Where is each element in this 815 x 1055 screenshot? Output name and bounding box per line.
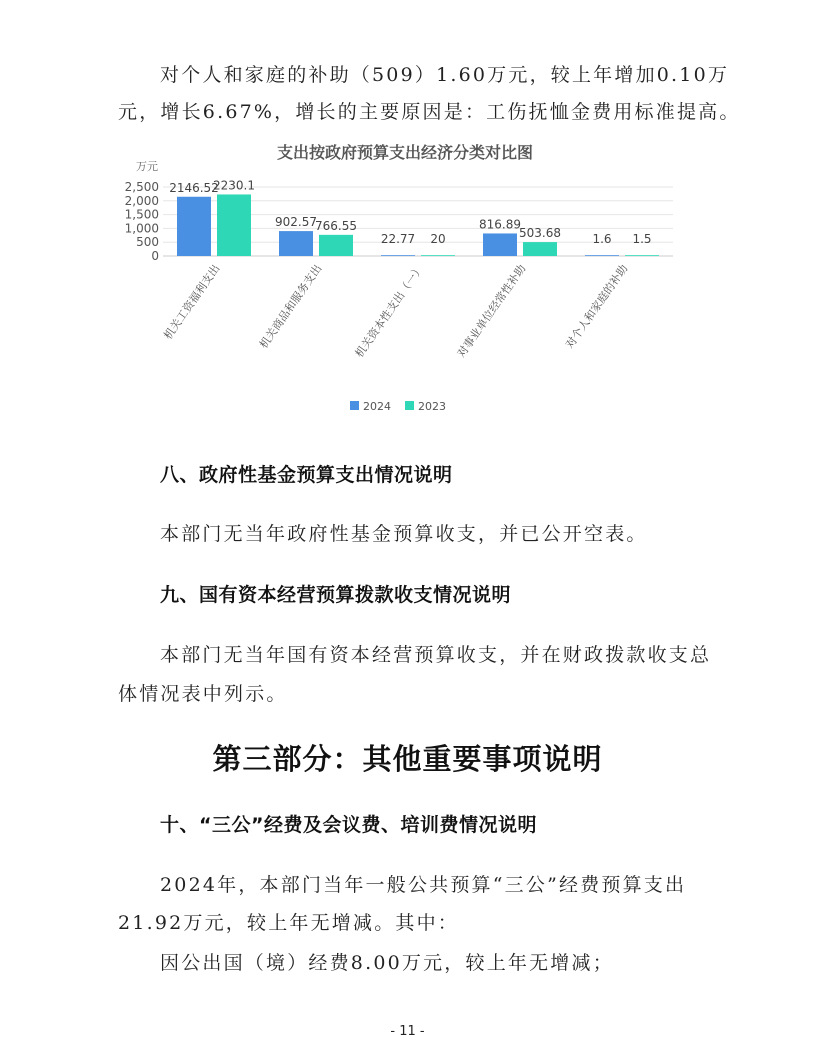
chart-data-label: 2146.52 bbox=[169, 180, 219, 195]
paragraph-section-10-line3: 因公出国（境）经费8.00万元，较上年无增减； bbox=[160, 952, 614, 974]
chart-bar bbox=[319, 235, 353, 256]
chart-title: 支出按政府预算支出经济分类对比图 bbox=[276, 143, 534, 162]
page-number: - 11 - bbox=[390, 1024, 425, 1039]
chart-category-label: 对事业单位经常性补助 bbox=[454, 262, 529, 360]
chart-bar bbox=[279, 231, 313, 256]
chart-y-tick-label: 0 bbox=[151, 249, 159, 263]
chart-y-tick-label: 2,000 bbox=[124, 193, 159, 208]
paragraph-subsidy-line2: 元，增长6.67%，增长的主要原因是：工伤抚恤金费用标准提高。 bbox=[118, 101, 741, 123]
part-three-title: 第三部分：其他重要事项说明 bbox=[212, 742, 603, 776]
chart-y-tick-label: 500 bbox=[136, 235, 159, 250]
chart-y-unit: 万元 bbox=[136, 160, 158, 173]
chart-legend-swatch bbox=[405, 401, 414, 410]
chart-bar bbox=[523, 242, 557, 256]
chart-category-label: 机关商品和服务支出 bbox=[257, 262, 325, 351]
chart-data-label: 766.55 bbox=[315, 218, 357, 233]
chart-bar bbox=[585, 255, 619, 256]
chart-category-label: 机关资本性支出（一） bbox=[352, 262, 427, 360]
chart-legend-label: 2024 bbox=[363, 400, 391, 413]
paragraph-section-9-line2: 体情况表中列示。 bbox=[118, 683, 288, 705]
chart-category-label: 机关工资福利支出 bbox=[161, 262, 223, 342]
chart-category-label: 对个人和家庭的补助 bbox=[563, 262, 631, 351]
expenditure-bar-chart bbox=[118, 134, 688, 424]
chart-bar bbox=[381, 255, 415, 256]
chart-data-label: 503.68 bbox=[519, 226, 561, 241]
chart-bar bbox=[483, 233, 517, 256]
chart-data-label: 1.6 bbox=[592, 232, 612, 246]
chart-data-label: 22.77 bbox=[380, 232, 416, 246]
chart-bar bbox=[217, 194, 251, 256]
section-heading-10: 十、“三公”经费及会议费、培训费情况说明 bbox=[160, 814, 537, 836]
section-heading-9: 九、国有资本经营预算拨款收支情况说明 bbox=[160, 584, 512, 606]
paragraph-subsidy-line1: 对个人和家庭的补助（509）1.60万元，较上年增加0.10万 bbox=[160, 64, 730, 86]
chart-y-tick-label: 1,000 bbox=[124, 221, 159, 236]
chart-data-label: 902.57 bbox=[275, 215, 317, 230]
chart-data-label: 816.89 bbox=[479, 217, 521, 232]
chart-data-label: 1.5 bbox=[632, 232, 652, 246]
chart-legend-swatch bbox=[350, 401, 359, 410]
section-heading-8: 八、政府性基金预算支出情况说明 bbox=[160, 464, 453, 486]
chart-bar bbox=[421, 255, 455, 256]
chart-data-label: 20 bbox=[430, 232, 446, 246]
chart-legend-label: 2023 bbox=[418, 400, 446, 413]
chart-y-tick-label: 1,500 bbox=[124, 207, 159, 222]
chart-bar bbox=[177, 197, 211, 256]
paragraph-section-10-line1: 2024年，本部门当年一般公共预算“三公”经费预算支出 bbox=[160, 874, 687, 896]
chart-data-label: 2230.1 bbox=[213, 178, 255, 193]
chart-y-tick-label: 2,500 bbox=[124, 180, 159, 194]
chart-bar bbox=[625, 255, 659, 256]
paragraph-section-8: 本部门无当年政府性基金预算收支，并已公开空表。 bbox=[160, 523, 648, 545]
paragraph-section-9-line1: 本部门无当年国有资本经营预算收支，并在财政拨款收支总 bbox=[160, 644, 712, 666]
paragraph-section-10-line2: 21.92万元，较上年无增减。其中： bbox=[118, 912, 459, 934]
